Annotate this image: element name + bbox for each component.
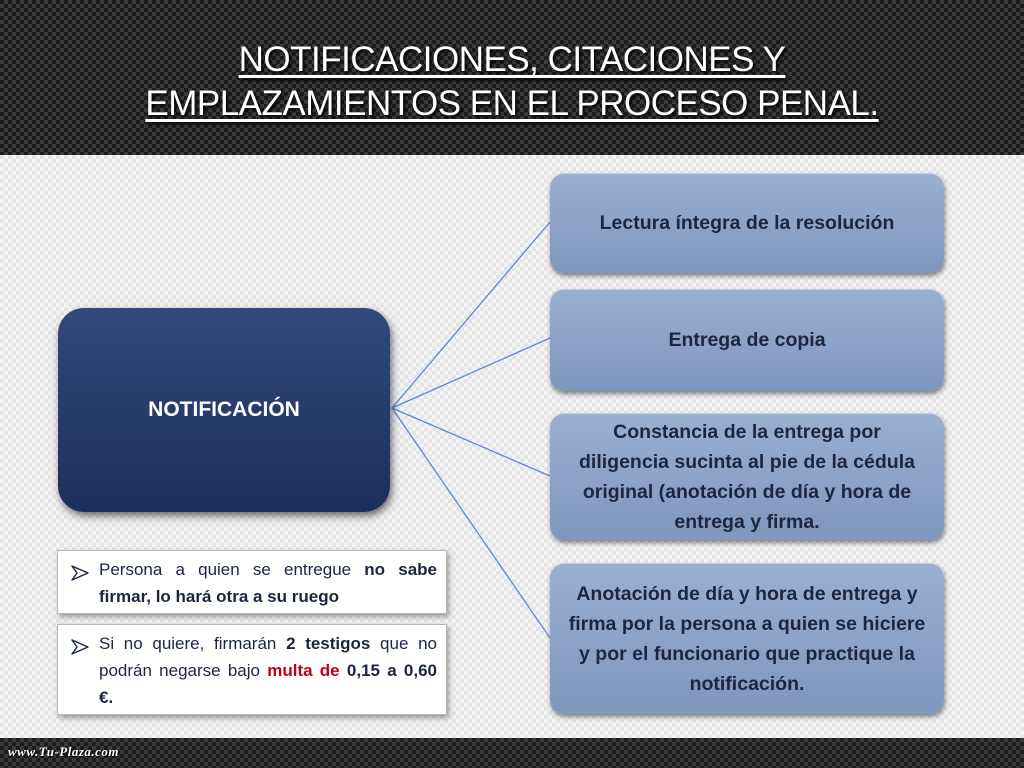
note-bold-amount: 0,15 a 0,60 €. <box>99 661 437 707</box>
note-text: Persona a quien se entregue <box>99 560 365 579</box>
connector-line-1 <box>392 222 550 408</box>
note-box-no-sabe-firmar <box>57 550 447 614</box>
footer-carbon-background <box>0 738 1024 768</box>
arrow-bullet-icon <box>71 639 89 655</box>
notificacion-node <box>58 308 390 512</box>
branch-node-label: Anotación de día y hora de entrega y firma por la persona a quien se hiciere y por el funcionario que practique la notificación. <box>568 582 926 695</box>
branch-node-lectura <box>550 173 944 273</box>
branch-node-anotacion <box>550 563 944 714</box>
connector-line-2 <box>392 338 550 408</box>
note-red-multa: multa de <box>267 661 340 680</box>
branch-node-label: Lectura íntegra de la resolución <box>599 212 895 234</box>
note-bold-text: no sabe firmar, lo hará otra a su ruego <box>99 560 437 606</box>
slide-title-line-1: NOTIFICACIONES, CITACIONES Y <box>238 40 786 79</box>
branch-node-constancia <box>550 413 944 540</box>
slide-title-line-2: EMPLAZAMIENTOS EN EL PROCESO PENAL. <box>145 84 879 123</box>
note-bold-testigos: 2 testigos <box>286 634 371 653</box>
note-box-testigos <box>57 624 447 715</box>
branch-node-label: Constancia de la entrega por diligencia sucinta al pie de la cédula original (anotación de día y hora de entrega y firma. <box>579 420 915 533</box>
arrow-bullet-icon <box>71 565 89 581</box>
note-text: Si no quiere, firmarán <box>99 634 287 653</box>
branch-node-label: Entrega de copia <box>668 329 826 351</box>
note-text-continued: que no podrán negarse bajo <box>99 634 437 680</box>
site-logo: www.Tu-Plaza.com <box>8 744 120 759</box>
notificacion-node-label: NOTIFICACIÓN <box>148 398 300 421</box>
branch-node-entrega-copia <box>550 289 944 391</box>
